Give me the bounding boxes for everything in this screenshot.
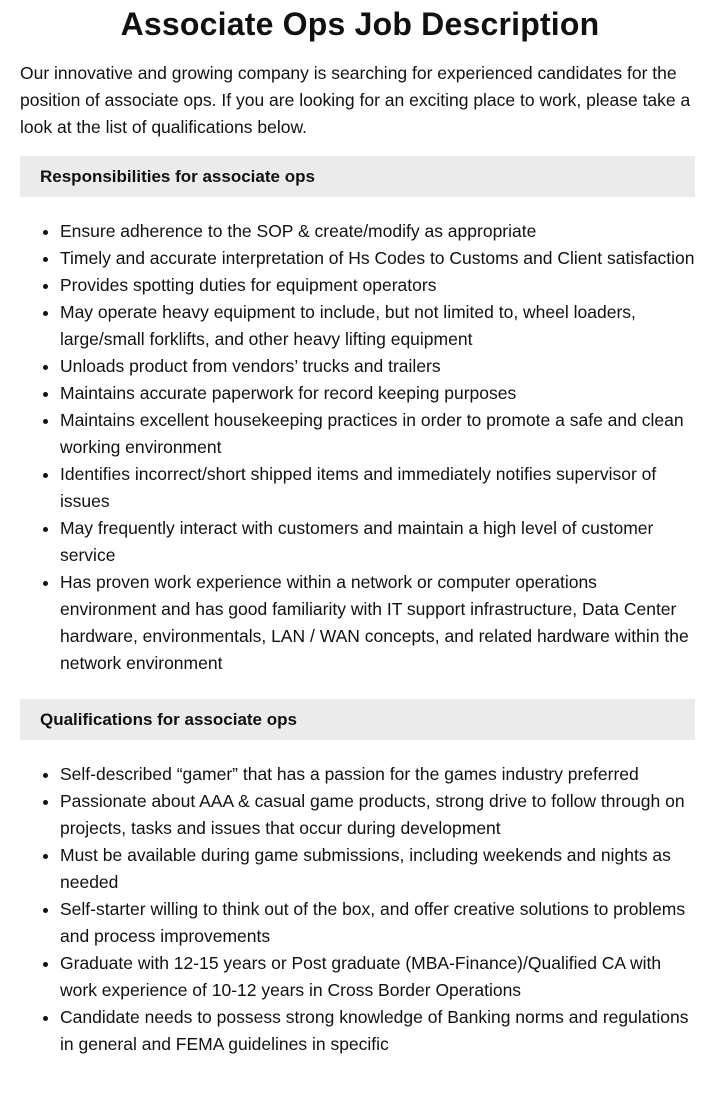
list-item: • Self-starter willing to think out of the box, and offer creative solutions to problems and process improvements xyxy=(60,896,695,950)
qualifications-list xyxy=(20,761,695,1058)
qualifications-heading: Qualifications for associate ops xyxy=(20,699,695,740)
list-item: • Maintains accurate paperwork for record keeping purposes xyxy=(60,380,695,407)
list-item: • Candidate needs to possess strong knowledge of Banking norms and regulations in general and FEMA guidelines in specific xyxy=(60,1004,695,1058)
responsibilities-list xyxy=(20,218,695,677)
list-item: • Timely and accurate interpretation of Hs Codes to Customs and Client satisfaction xyxy=(60,245,695,272)
list-item: • Ensure adherence to the SOP & create/modify as appropriate xyxy=(60,218,695,245)
list-item: • Self-described “gamer” that has a passion for the games industry preferred xyxy=(60,761,695,788)
intro-paragraph: Our innovative and growing company is searching for experienced candidates for the position of associate ops. If you are looking for an exciting place to work, please take a look at the list of qualifications below. xyxy=(20,63,691,137)
list-item: • Passionate about AAA & casual game products, strong drive to follow through on projects, tasks and issues that occur during development xyxy=(60,788,695,842)
list-item: • Graduate with 12-15 years or Post graduate (MBA-Finance)/Qualified CA with work experience of 10-12 years in Cross Border Operations xyxy=(60,950,695,1004)
list-item: • Has proven work experience within a network or computer operations environment and has good familiarity with IT support infrastructure, Data Center hardware, environmentals, LAN / WAN concepts, and related hardware within the network environment xyxy=(60,569,695,677)
list-item: • Must be available during game submissions, including weekends and nights as needed xyxy=(60,842,695,896)
list-item: • Identifies incorrect/short shipped items and immediately notifies supervisor of issues xyxy=(60,461,695,515)
list-item: • Maintains excellent housekeeping practices in order to promote a safe and clean working environment xyxy=(60,407,695,461)
list-item: • Unloads product from vendors’ trucks and trailers xyxy=(60,353,695,380)
list-item: • May operate heavy equipment to include, but not limited to, wheel loaders, large/small forklifts, and other heavy lifting equipment xyxy=(60,299,695,353)
list-item: • May frequently interact with customers and maintain a high level of customer service xyxy=(60,515,695,569)
page-title: Associate Ops Job Description xyxy=(120,6,600,42)
list-item: • Provides spotting duties for equipment operators xyxy=(60,272,695,299)
responsibilities-heading: Responsibilities for associate ops xyxy=(20,156,695,197)
